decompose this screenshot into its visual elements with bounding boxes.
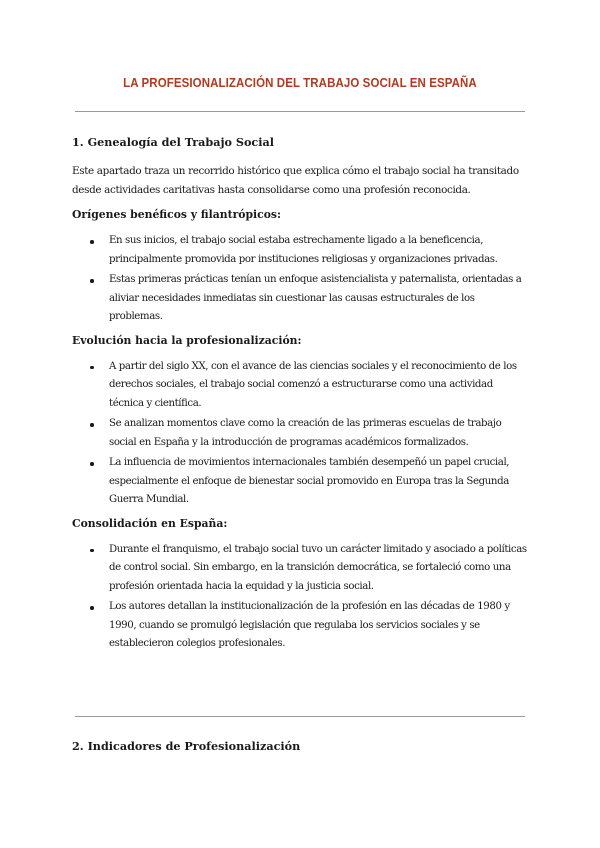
list-item [72,271,530,327]
list-item-text: Estas primeras prácticas tenían un enfoque asistencialista y paternalista, orientadas a aliviar necesidades inmediatas sin cuestionar las causas estructurales de los problemas. [109,274,522,322]
bullet-icon [90,549,94,553]
bullet-icon [90,279,94,283]
list-item [72,358,530,414]
section-2 [72,738,300,754]
title-divider [75,111,525,112]
bullet-icon [90,462,94,466]
bullet-list-consolidation [72,541,530,654]
subsection-heading-origins: Orígenes benéficos y filantrópicos: [72,208,281,221]
list-item [72,454,530,510]
subsection-heading-evolution: Evolución hacia la profesionalización: [72,333,302,347]
list-item [72,598,530,654]
bullet-icon [90,423,94,427]
section-1-heading: 1. Genealogía del Trabajo Social [72,135,274,149]
list-item [72,232,530,269]
document-title: LA PROFESIONALIZACIÓN DEL TRABAJO SOCIAL EN ESPAÑA [123,76,477,90]
section-divider [75,716,525,717]
section-2-heading: 2. Indicadores de Profesionalización [72,739,301,753]
list-item [72,541,530,597]
list-item-text: Los autores detallan la institucionalización de la profesión en las décadas de 1980 y 1990, cuando se promulgó legislación que regulaba los servicios sociales y se establecieron colegios profesionales. [109,601,510,649]
list-item-text: Durante el franquismo, el trabajo social tuvo un carácter limitado y asociado a políticas de control social. Sin embargo, en la transición democrática, se fortaleció como una profesión orientada hacia la equidad y la justicia social. [109,543,527,592]
bullet-icon [90,240,94,244]
bullet-list-origins [72,232,530,327]
bullet-icon [90,366,94,370]
section-1-intro: Este apartado traza un recorrido histórico que explica cómo el trabajo social ha transitado desde actividades caritativas hasta consolidarse como una profesión reconocida. [72,165,519,196]
bullet-list-evolution [72,358,530,510]
list-item [72,415,530,452]
section-1 [72,134,530,656]
subsection-heading-consolidation: Consolidación en España: [72,516,228,530]
list-item-text: En sus inicios, el trabajo social estaba estrechamente ligado a la beneficencia, principalmente promovida por instituciones religiosas y organizaciones privadas. [109,235,498,265]
bullet-icon [90,606,94,610]
list-item-text: Se analizan momentos clave como la creación de las primeras escuelas de trabajo social en España y la introducción de programas académicos formalizados. [109,418,502,448]
list-item-text: La influencia de movimientos internacionales también desempeñó un papel crucial, especialmente el enfoque de bienestar social promovido en Europa tras la Segunda Guerra Mundial. [109,457,510,505]
list-item-text: A partir del siglo XX, con el avance de las ciencias sociales y el reconocimiento de los derechos sociales, el trabajo social comenzó a estructurarse como una actividad técnica y científica. [109,360,517,409]
